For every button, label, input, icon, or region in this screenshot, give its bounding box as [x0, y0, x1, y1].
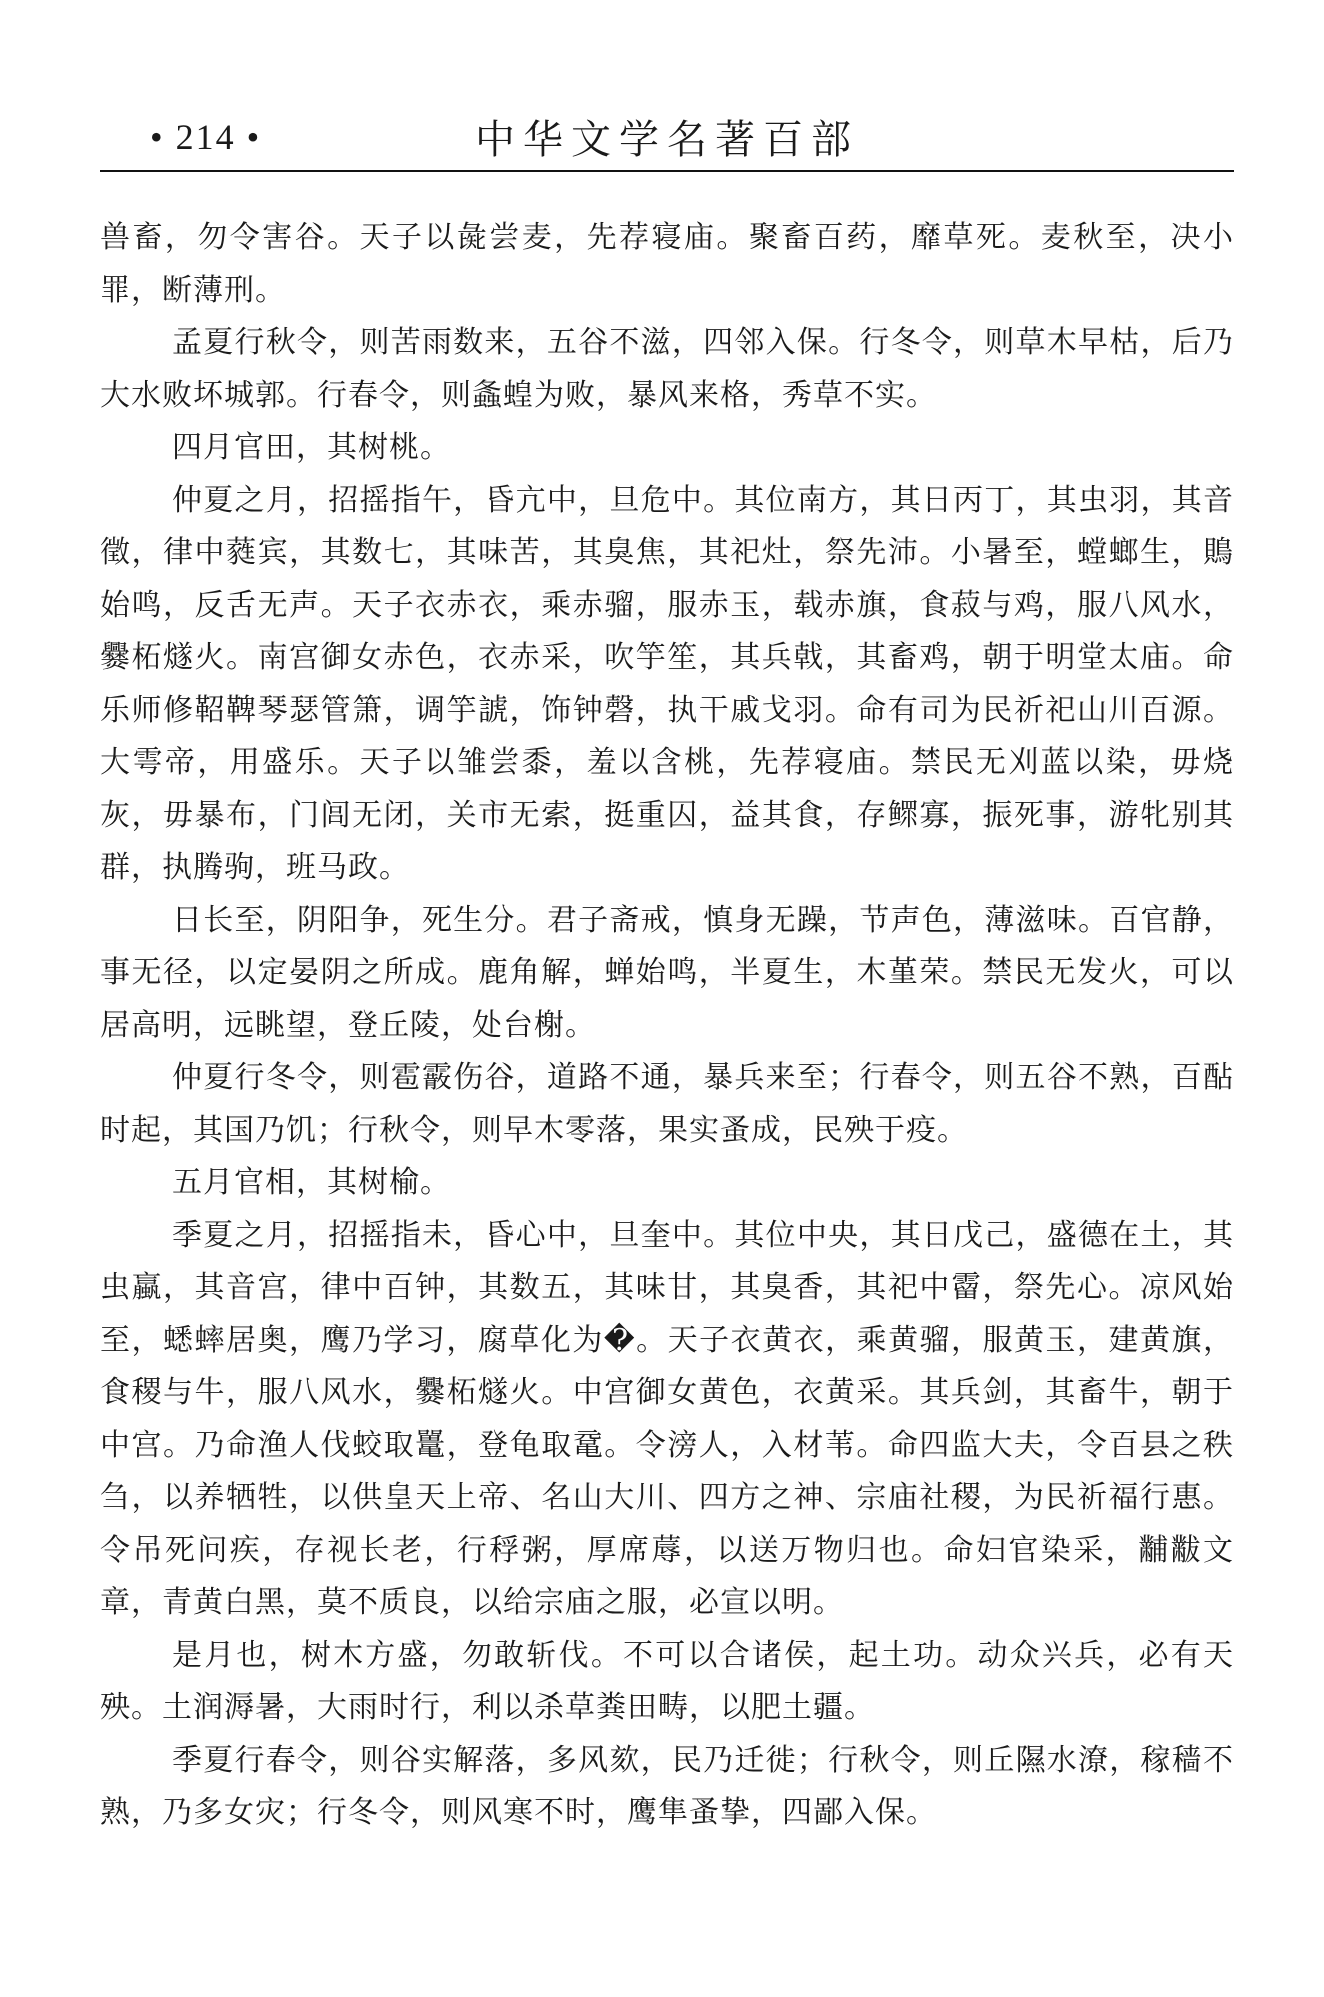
paragraph: 日长至，阴阳争，死生分。君子斋戒，慎身无躁，节声色，薄滋味。百官静，事无径，以定晏阴之所成。鹿角解，蝉始鸣，半夏生，木堇荣。禁民无发火，可以居高明，远眺望，登丘陵，处台榭。	[100, 902, 1234, 1043]
paragraph: 是月也，树木方盛，勿敢斩伐。不可以合诸侯，起土功。动众兴兵，必有天殃。土润溽暑，大雨时行，利以杀草粪田畴，以肥土疆。	[100, 1637, 1234, 1725]
paragraph: 四月官田，其树桃。	[172, 430, 451, 465]
header-rule	[100, 170, 1234, 172]
body-text	[100, 212, 1234, 1840]
page-number: • 214 •	[150, 117, 262, 157]
paragraph: 季夏行春令，则谷实解落，多风欬，民乃迁徙；行秋令，则丘隰水潦，稼穑不熟，乃多女灾；行冬令，则风寒不时，鹰隼蚤挚，四鄙入保。	[100, 1742, 1234, 1830]
paragraph: 孟夏行秋令，则苦雨数来，五谷不滋，四邻入保。行冬令，则草木早枯，后乃大水败坏城郭。行春令，则螽蝗为败，暴风来格，秀草不实。	[100, 325, 1234, 413]
book-title: 中华文学名著百部	[475, 117, 859, 163]
paragraph: 仲夏之月，招摇指午，昏亢中，旦危中。其位南方，其日丙丁，其虫羽，其音徵，律中蕤宾，其数七，其味苦，其臭焦，其祀灶，祭先沛。小暑至，螳螂生，鵙始鸣，反舌无声。天子衣赤衣，乘赤骝，服赤玉，载赤旗，食菽与鸡，服八风水，爨柘燧火。南宫御女赤色，衣赤采，吹竽笙，其兵戟，其畜鸡，朝于明堂太庙。命乐师修鞀鞞琴瑟管箫，调竽諕，饰钟磬，执干戚戈羽。命有司为民祈祀山川百源。大雩帝，用盛乐。天子以雏尝黍，羞以含桃，先荐寝庙。禁民无刈蓝以染，毋烧灰，毋暴布，门闾无闭，关市无索，挺重囚，益其食，存鳏寡，振死事，游牝别其群，执腾驹，班马政。	[100, 482, 1234, 885]
paragraph: 兽畜，勿令害谷。天子以彘尝麦，先荐寝庙。聚畜百药，靡草死。麦秋至，决小罪，断薄刑。	[100, 220, 1234, 308]
page-header	[100, 108, 1234, 170]
paragraph: 仲夏行冬令，则雹霰伤谷，道路不通，暴兵来至；行春令，则五谷不熟，百酟时起，其国乃饥；行秋令，则早木零落，果实蚤成，民殃于疫。	[100, 1060, 1234, 1148]
paragraph: 五月官相，其树榆。	[172, 1165, 451, 1200]
paragraph: 季夏之月，招摇指未，昏心中，旦奎中。其位中央，其日戊己，盛德在土，其虫蠃，其音宫，律中百钟，其数五，其味甘，其臭香，其祀中霤，祭先心。凉风始至，蟋蟀居奥，鹰乃学习，腐草化为�。天子衣黄衣，乘黄骝，服黄玉，建黄旗，食稷与牛，服八风水，爨柘燧火。中宫御女黄色，衣黄采。其兵剑，其畜牛，朝于中宫。乃命渔人伐蛟取鼍，登龟取鼋。令滂人，入材苇。命四监大夫，令百县之秩刍，以养牺牲，以供皇天上帝、名山大川、四方之神、宗庙社稷，为民祈福行惠。令吊死问疾，存视长老，行稃粥，厚席蓐，以送万物归也。命妇官染采，黼黻文章，青黄白黑，莫不质良，以给宗庙之服，必宣以明。	[100, 1217, 1234, 1620]
